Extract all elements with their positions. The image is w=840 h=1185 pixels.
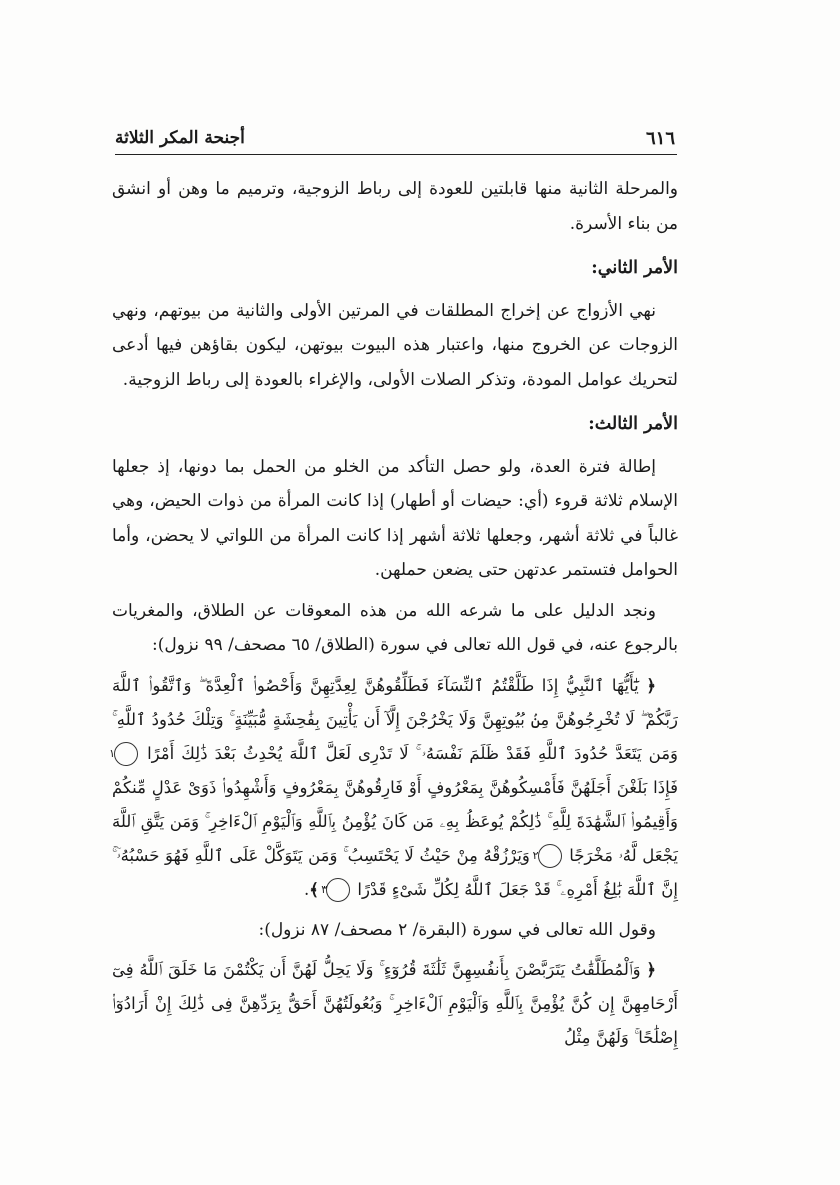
- ayah-number-1: ١: [114, 742, 138, 766]
- ayah-number-2: ٢: [538, 844, 562, 868]
- ayah-number-3: ٣: [326, 878, 350, 902]
- paragraph-4: ونجد الدليل على ما شرعه الله من هذه المعوقات عن الطلاق، والمغريات بالرجوع عنه، في قول الله تعالى في سورة (الطلاق/ ٦٥ مصحف/ ٩٩ نزول):: [112, 600, 678, 655]
- quran-verse-talaq: ﴿ يَٰٓأَيُّهَا ٱلنَّبِيُّ إِذَا طَلَّقْتُمُ ٱلنِّسَآءَ فَطَلِّقُوهُنَّ لِعِدَّتِهِنَّ وَأَحْصُوا۟ ٱلْعِدَّةَ ۖ وَٱتَّقُوا۟ ٱللَّهَ رَبَّكُمْ ۖ لَا تُخْرِجُوهُنَّ مِنۢ بُيُوتِهِنَّ وَلَا يَخْرُجْنَ إِلَّآ أَن يَأْتِينَ بِفَٰحِشَةٍ مُّبَيِّنَةٍ ۚ وَتِلْكَ حُدُودُ ٱللَّهِ ۚ وَمَن يَتَعَدَّ حُدُودَ ٱللَّهِ فَقَدْ ظَلَمَ نَفْسَهُۥ ۚ لَا تَدْرِى لَعَلَّ ٱللَّهَ يُحْدِثُ بَعْدَ ذَٰلِكَ أَمْرًا ١ فَإِذَا بَلَغْنَ أَجَلَهُنَّ فَأَمْسِكُوهُنَّ بِمَعْرُوفٍ أَوْ فَارِقُوهُنَّ بِمَعْرُوفٍ وَأَشْهِدُوا۟ ذَوَىْ عَدْلٍ مِّنكُمْ وَأَقِيمُوا۟ ٱلشَّهَٰدَةَ لِلَّهِ ۚ ذَٰلِكُمْ يُوعَظُ بِهِۦ مَن كَانَ يُؤْمِنُ بِٱللَّهِ وَٱلْيَوْمِ ٱلْءَاخِرِ ۚ وَمَن يَتَّقِ ٱللَّهَ يَجْعَل لَّهُۥ مَخْرَجًا ٢ وَيَرْزُقْهُ مِنْ حَيْثُ لَا يَحْتَسِبُ ۚ وَمَن يَتَوَكَّلْ عَلَى ٱللَّهِ فَهُوَ حَسْبُهُۥٓ ۚ إِنَّ ٱللَّهَ بَٰلِغُ أَمْرِهِۦ ۚ قَدْ جَعَلَ ٱللَّهُ لِكُلِّ شَىْءٍ قَدْرًا ٣ ﴾.: [112, 669, 678, 907]
- verse-text-baqarah: وَٱلْمُطَلَّقَٰتُ يَتَرَبَّصْنَ بِأَنفُسِهِنَّ ثَلَٰثَةَ قُرُوٓءٍ ۚ وَلَا يَحِلُّ لَهُنَّ أَن يَكْتُمْنَ مَا خَلَقَ ٱللَّهُ فِىٓ أَرْحَامِهِنَّ إِن كُنَّ يُؤْمِنَّ بِٱللَّهِ وَٱلْيَوْمِ ٱلْءَاخِرِ ۚ وَبُعُولَتُهُنَّ أَحَقُّ بِرَدِّهِنَّ فِى ذَٰلِكَ إِنْ أَرَادُوٓا۟ إِصْلَٰحًا ۚ وَلَهُنَّ مِثْلُ: [112, 960, 678, 1047]
- heading-second-matter: الأمر الثاني:: [591, 258, 678, 278]
- paragraph-3: إطالة فترة العدة، ولو حصل التأكد من الخلو من الحمل بما دونها، إذ جعلها الإسلام ثلاثة قروء (أي: حيضات أو أطهار) إذا كانت المرأة من ذوات الحيض، وهي غالباً في ثلاثة أشهر، وجعلها ثلاثة أشهر إذا كانت المرأة من اللواتي لا يحضن، وأما الحوامل فتستمر عدتهن حتى يضعن حملهن.: [112, 456, 678, 580]
- verse-text-part3: وَيَرْزُقْهُ مِنْ حَيْثُ لَا يَحْتَسِبُ ۚ وَمَن يَتَوَكَّلْ عَلَى ٱللَّهِ فَهُوَ حَسْبُهُۥٓ ۚ إِنَّ ٱللَّهَ بَٰلِغُ أَمْرِهِۦ ۚ قَدْ جَعَلَ ٱللَّهُ لِكُلِّ شَىْءٍ قَدْرًا: [112, 845, 678, 899]
- verse-close-brace: ﴾: [309, 879, 319, 899]
- paragraph-5: وقول الله تعالى في سورة (البقرة/ ٢ مصحف/ ٨٧ نزول):: [258, 919, 656, 940]
- running-header: [115, 120, 675, 156]
- verse-open-brace: ﴿: [646, 675, 656, 695]
- heading-third-matter: الأمر الثالث:: [588, 414, 678, 434]
- header-rule: [115, 154, 677, 155]
- verse-open-brace-2: ﴿: [646, 960, 657, 979]
- page-number: ٦١٦: [645, 127, 675, 149]
- verse-text-part2: فَإِذَا بَلَغْنَ أَجَلَهُنَّ فَأَمْسِكُوهُنَّ بِمَعْرُوفٍ أَوْ فَارِقُوهُنَّ بِمَعْرُوفٍ وَأَشْهِدُوا۟ ذَوَىْ عَدْلٍ مِّنكُمْ وَأَقِيمُوا۟ ٱلشَّهَٰدَةَ لِلَّهِ ۚ ذَٰلِكُمْ يُوعَظُ بِهِۦ مَن كَانَ يُؤْمِنُ بِٱللَّهِ وَٱلْيَوْمِ ٱلْءَاخِرِ ۚ وَمَن يَتَّقِ ٱللَّهَ يَجْعَل لَّهُۥ مَخْرَجًا: [112, 777, 678, 865]
- paragraph-1: والمرحلة الثانية منها قابلتين للعودة إلى رباط الزوجية، وترميم ما وهن أو انشق من بناء الأسرة.: [112, 179, 678, 234]
- page-body: [109, 172, 678, 1061]
- quran-verse-baqarah: [112, 953, 678, 1055]
- verse-text-part1: يَٰٓأَيُّهَا ٱلنَّبِيُّ إِذَا طَلَّقْتُمُ ٱلنِّسَآءَ فَطَلِّقُوهُنَّ لِعِدَّتِهِنَّ وَأَحْصُوا۟ ٱلْعِدَّةَ ۖ وَٱتَّقُوا۟ ٱللَّهَ رَبَّكُمْ ۖ لَا تُخْرِجُوهُنَّ مِنۢ بُيُوتِهِنَّ وَلَا يَخْرُجْنَ إِلَّآ أَن يَأْتِينَ بِفَٰحِشَةٍ مُّبَيِّنَةٍ ۚ وَتِلْكَ حُدُودُ ٱللَّهِ ۚ وَمَن يَتَعَدَّ حُدُودَ ٱللَّهِ فَقَدْ ظَلَمَ نَفْسَهُۥ ۚ لَا تَدْرِى لَعَلَّ ٱللَّهَ يُحْدِثُ بَعْدَ ذَٰلِكَ أَمْرًا: [112, 675, 678, 763]
- running-title: أجنحة المكر الثلاثة: [115, 128, 245, 148]
- paragraph-2: نهي الأزواج عن إخراج المطلقات في المرتين الأولى والثانية من بيوتهم، ونهي الزوجات عن الخروج منها، واعتبار هذه البيوت بيوتهن، ليكون بقاؤهن فيها أدعى لتحريك عوامل المودة، وتذكر الصلات الأولى، والإغراء بالعودة إلى رباط الزوجية.: [112, 300, 678, 390]
